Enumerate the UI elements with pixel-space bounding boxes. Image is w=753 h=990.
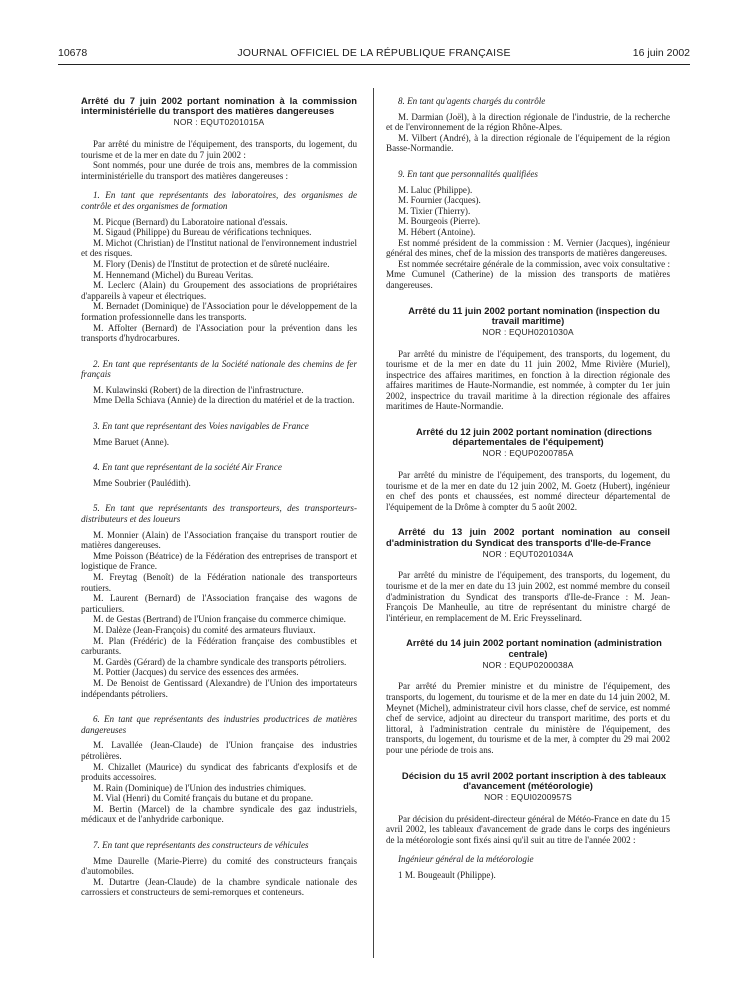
- member-entry: Mme Baruet (Anne).: [93, 436, 170, 447]
- member-entry: M. Monnier (Alain) de l'Association française du transport routier de matières dangereuses.: [81, 529, 357, 551]
- paragraph: Par arrêté du ministre de l'équipement, des transports, du logement, du tourisme et de la mer en date du 7 juin 2002 :: [81, 139, 357, 160]
- member-entry: M. Pottier (Jacques) du service des essences des armées.: [93, 667, 299, 678]
- decree-title: Arrêté du 13 juin 2002 portant nomination au conseil d'administration du Syndicat des transports d'Ile-de-France: [386, 526, 670, 548]
- member-entry: M. Lavallée (Jean-Claude) de l'Union française des industries pétrolières.: [81, 740, 357, 761]
- member-entry: M. Picque (Bernard) du Laboratoire national d'essais.: [93, 216, 288, 227]
- member-entry: M. Kulawinski (Robert) de la direction de l'infrastructure.: [93, 384, 304, 395]
- member-entry: M. Bourgeois (Pierre).: [398, 216, 481, 227]
- member-entry: Mme Soubrier (Paulédith).: [93, 477, 191, 488]
- nor-reference: NOR : EQUP0200785A: [482, 448, 574, 459]
- page-number: 10678: [58, 47, 88, 59]
- member-entry: M. Fournier (Jacques).: [398, 195, 481, 206]
- member-entry: M. Dalèze (Jean-François) du comité des armateurs fluviaux.: [93, 624, 316, 635]
- member-entry: M. Plan (Frédéric) de la Fédération française des combustibles et carburants.: [81, 635, 357, 657]
- section-heading: 6. En tant que représentants des industries productrices de matières dangereuses: [81, 714, 357, 735]
- journal-title: JOURNAL OFFICIEL DE LA RÉPUBLIQUE FRANÇAISE: [237, 47, 511, 59]
- decree-title: Arrêté du 14 juin 2002 portant nomination (administration centrale): [406, 637, 662, 659]
- paragraph: Par arrêté du ministre de l'équipement, des transports, du logement, du tourisme et de la mer en date du 12 juin 2002, M. Goetz (Hubert), ingénieur en chef des ponts et chaussées, est nommé directeur départemental de l'équipement de la Drôme à compter du 5 août 2002.: [386, 470, 670, 512]
- issue-date: 16 juin 2002: [632, 47, 690, 59]
- decree-title: Décision du 15 avril 2002 portant inscription à des tableaux d'avancement (météorologie): [401, 769, 667, 791]
- decree-title: Arrêté du 11 juin 2002 portant nomination (inspection du travail maritime): [408, 304, 660, 326]
- paragraph: Est nommé président de la commission : M. Vernier (Jacques), ingénieur général des mines, chef de la mission des transports de matières dangereuses.: [386, 237, 670, 259]
- nor-reference: NOR : EQUH0201030A: [482, 326, 574, 337]
- section-heading: 5. En tant que représentants des transporteurs, des transporteurs-distributeurs et des loueurs: [81, 503, 357, 525]
- member-entry: M. Flory (Denis) de l'Institut de protection et de sûreté nucléaire.: [93, 258, 330, 269]
- member-entry: M. Dutartre (Jean-Claude) de la chambre syndicale nationale des carrossiers et constructeurs de semi-remorques et conteneurs.: [81, 876, 357, 898]
- member-entry: 1 M. Bougeault (Philippe).: [398, 869, 496, 880]
- section-heading: 9. En tant que personnalités qualifiées: [398, 168, 538, 179]
- paragraph: Par arrêté du Premier ministre et du ministre de l'équipement, des transports, du logement, du tourisme et de la mer en date du 14 juin 2002, M. Meynet (Michel), administrateur civil hors classe, chef de service, est nommé chef de service, adjoint au directeur du transport maritime, des ports et du littoral, à l'administration centrale du ministère de l'équipement, des transports, du logement, du tourisme et de la mer, à compter du 29 mai 2002 pour une période de trois ans.: [386, 681, 670, 755]
- left-column: [81, 96, 357, 898]
- section-heading: 8. En tant qu'agents chargés du contrôle: [398, 96, 546, 106]
- section-heading: 4. En tant que représentant de la société Air France: [93, 462, 282, 473]
- member-entry: M. Darmian (Joël), à la direction régionale de l'industrie, de la recherche et de l'environnement de la région Rhône-Alpes.: [386, 111, 670, 133]
- member-entry: M. Gardès (Gérard) de la chambre syndicale des transports pétroliers.: [93, 656, 347, 667]
- page-header: [58, 47, 690, 61]
- section-heading: 2. En tant que représentants de la Société nationale des chemins de fer français: [81, 358, 357, 380]
- header-rule: [58, 64, 690, 65]
- right-column: [386, 96, 670, 881]
- paragraph: Sont nommés, pour une durée de trois ans, membres de la commission interministérielle du transport des matières dangereuses :: [81, 160, 357, 181]
- member-entry: Mme Poisson (Béatrice) de la Fédération des entreprises de transport et logistique de France.: [81, 550, 357, 572]
- member-entry: M. Affolter (Bernard) de l'Association pour la prévention dans les transports d'hydrocarbures.: [81, 322, 357, 344]
- section-heading: 3. En tant que représentant des Voies navigables de France: [93, 421, 309, 432]
- nor-reference: NOR : EQUT0201015A: [173, 117, 265, 128]
- member-entry: M. Bernadet (Dominique) de l'Association pour le développement de la formation professionnelle dans les transports.: [81, 301, 357, 322]
- paragraph: Par arrêté du ministre de l'équipement, des transports, du logement, du tourisme et de la mer en date du 13 juin 2002, est nommé membre du conseil d'administration du Syndicat des transports d'Ile-de-France : M. Jean-François De Manheulle, au titre de représentant du ministre chargé de l'intérieur, en remplacement de M. Eric Freysselinard.: [386, 570, 670, 623]
- member-entry: M. Chizallet (Maurice) du syndicat des fabricants d'explosifs et de produits accessoires.: [81, 761, 357, 783]
- member-entry: M. Tixier (Thierry).: [398, 205, 471, 216]
- section-heading: Ingénieur général de la météorologie: [398, 854, 534, 865]
- member-entry: M. Vial (Henri) du Comité français du butane et du propane.: [93, 793, 313, 804]
- section-heading: 1. En tant que représentants des laboratoires, des organismes de contrôle et des organismes de formation: [81, 190, 357, 211]
- member-entry: M. Bertin (Marcel) de la chambre syndicale des gaz industriels, médicaux et de l'anhydride carbonique.: [81, 803, 357, 825]
- member-entry: M. De Benoist de Gentissard (Alexandre) de l'Union des importateurs indépendants pétroliers.: [81, 677, 357, 699]
- paragraph: Par arrêté du ministre de l'équipement, des transports, du logement, du tourisme et de la mer en date du 11 juin 2002, Mme Rivière (Muriel), inspectrice des affaires maritimes, en fonction à la direction régionale des affaires maritimes de Haute-Normandie, est nommée, à compter du 1er juin 2002, inspectrice du travail maritime à la direction régionale des affaires maritimes de Haute-Normandie.: [386, 348, 670, 412]
- decree-title: Arrêté du 7 juin 2002 portant nomination à la commission interministérielle du transport des matières dangereuses: [81, 95, 357, 117]
- section-heading: 7. En tant que représentants des constructeurs de véhicules: [93, 840, 309, 851]
- member-entry: Mme Della Schiava (Annie) de la direction du matériel et de la traction.: [93, 395, 355, 406]
- member-entry: M. Rain (Dominique) de l'Union des industries chimiques.: [93, 782, 307, 793]
- nor-reference: NOR : EQUP0200038A: [482, 659, 574, 670]
- paragraph: Par décision du président-directeur général de Météo-France en date du 15 avril 2002, les tableaux d'avancement de grade dans le corps des ingénieurs de la météorologie sont fixés ainsi qu'il suit au titre de l'année 2002 :: [386, 813, 670, 845]
- nor-reference: NOR : EQUI0200957S: [484, 791, 572, 802]
- member-entry: M. Laluc (Philippe).: [398, 184, 473, 195]
- member-entry: M. de Gestas (Bertrand) de l'Union française du commerce chimique.: [93, 614, 346, 625]
- member-entry: M. Laurent (Bernard) de l'Association française des wagons de particuliers.: [81, 593, 357, 614]
- member-entry: M. Freytag (Benoît) de la Fédération nationale des transporteurs routiers.: [81, 572, 357, 593]
- decree-title: Arrêté du 12 juin 2002 portant nomination (directions départementales de l'équipement): [416, 426, 652, 448]
- column-divider: [373, 88, 374, 958]
- member-entry: Mme Daurelle (Marie-Pierre) du comité des constructeurs français d'automobiles.: [81, 855, 357, 877]
- member-entry: M. Hennemand (Michel) du Bureau Veritas.: [93, 269, 254, 280]
- nor-reference: NOR : EQUT0201034A: [482, 548, 574, 559]
- member-entry: M. Sigaud (Philippe) du Bureau de vérifications techniques.: [93, 227, 312, 238]
- member-entry: M. Leclerc (Alain) du Groupement des associations de propriétaires d'appareils à vapeur et électriques.: [81, 280, 357, 301]
- member-entry: M. Hébert (Antoine).: [398, 226, 476, 237]
- member-entry: M. Vilbert (André), à la direction régionale de l'équipement de la région Basse-Normandie.: [386, 132, 670, 154]
- paragraph: Est nommée secrétaire générale de la commission, avec voix consultative : Mme Cumunel (Catherine) de la mission des transports de matières dangereuses.: [386, 258, 670, 290]
- member-entry: M. Michot (Christian) de l'Institut national de l'environnement industriel et des risques.: [81, 237, 357, 259]
